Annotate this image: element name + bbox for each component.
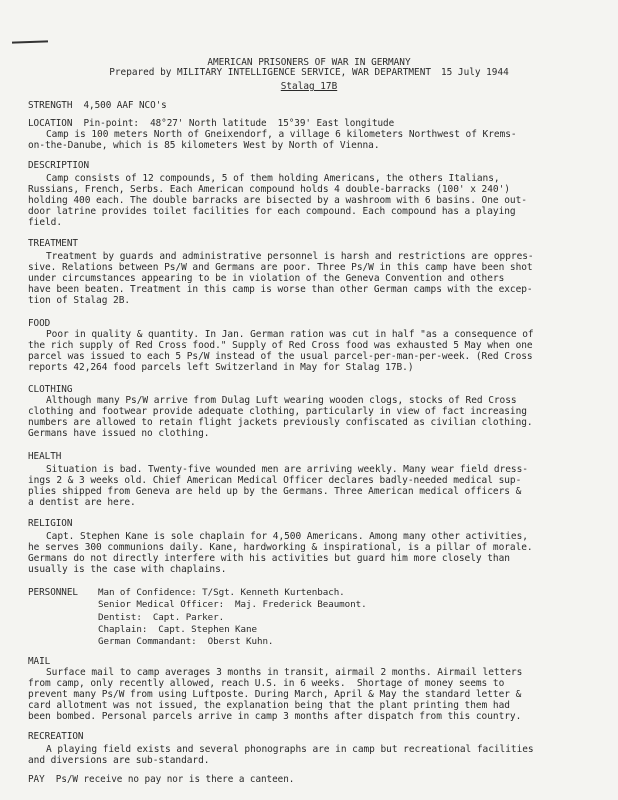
treatment-text: under circumstances appearing to be in violation of the Geneva Convention and others — [28, 273, 505, 284]
mail-text: prevent many Ps/W from using Luftposte. During March, April & May the standard letter & — [28, 689, 522, 700]
personnel-entry: German Commandant: Oberst Kuhn. — [98, 636, 274, 647]
personnel-heading: PERSONNEL — [28, 587, 78, 598]
camp-name: Stalag 17B — [280, 81, 338, 92]
pay-text: Ps/W receive no pay nor is there a canteen. — [55, 774, 295, 785]
mail-heading: MAIL — [28, 656, 51, 667]
food-text: reports 42,264 food parcels left Switzerland in May for Stalag 17B.) — [28, 362, 414, 373]
personnel-entry: Dentist: Capt. Parker. — [98, 612, 225, 623]
food-text: parcel was issued to each 5 Ps/W instead of the usual parcel-per-man-per-week. (Red Cross — [28, 351, 533, 362]
location-text: on-the-Danube, which is 85 kilometers West by North of Vienna. — [28, 140, 380, 151]
personnel-entry: Man of Confidence: T/Sgt. Kenneth Kurtenbach. — [98, 587, 345, 598]
food-text: Poor in quality & quantity. In Jan. German ration was cut in half "as a consequence of — [46, 329, 534, 340]
pencil-mark — [12, 40, 48, 43]
health-text: Situation is bad. Twenty-five wounded men are arriving weekly. Many wear field dress- — [46, 464, 528, 475]
religion-heading: RELIGION — [28, 518, 73, 529]
description-text: Camp consists of 12 compounds, 5 of them holding Americans, the others Italians, — [46, 173, 500, 184]
treatment-text: have been beaten. Treatment in this camp is worse than other German camps with the excep- — [28, 284, 533, 295]
treatment-text: sive. Relations between Ps/W and Germans are poor. Three Ps/W in this camp have been shot — [28, 262, 533, 273]
food-heading: FOOD — [28, 318, 51, 329]
description-text: door latrine provides toilet facilities for each compound. Each compound has a playing — [28, 206, 516, 217]
clothing-text: Germans have issued no clothing. — [28, 428, 210, 439]
description-heading: DESCRIPTION — [28, 160, 90, 171]
location-pinpoint: Pin-point: 48°27' North latitude 15°39' East longitude — [83, 118, 395, 129]
religion-text: Capt. Stephen Kane is sole chaplain for 4,500 Americans. Among many other activities, — [46, 531, 528, 542]
prepared-by-line — [0, 66, 618, 79]
strength-label: STRENGTH — [28, 100, 73, 111]
description-text: Russians, French, Serbs. Each American compound holds 4 double-barracks (100' x 240') — [28, 184, 510, 195]
religion-text: Germans do not directly interfere with his activities but guard him more closely than — [28, 553, 510, 564]
treatment-heading: TREATMENT — [28, 238, 78, 249]
prepared-by: Prepared by MILITARY INTELLIGENCE SERVICE, WAR DEPARTMENT — [109, 67, 431, 78]
personnel-entry: Senior Medical Officer: Maj. Frederick Beaumont. — [98, 599, 367, 610]
religion-text: usually is the case with chaplains. — [28, 564, 227, 575]
strength-line — [28, 99, 167, 112]
recreation-text: and diversions are sub-standard. — [28, 755, 210, 766]
treatment-text: Treatment by guards and administrative personnel is harsh and restrictions are oppres- — [46, 251, 534, 262]
mail-text: card allotment was not issued, the explanation being that the plant printing them had — [28, 700, 510, 711]
recreation-heading: RECREATION — [28, 731, 84, 742]
strength-value: 4,500 AAF NCO's — [83, 100, 167, 111]
food-text: the rich supply of Red Cross food." Supply of Red Cross food was exhausted 5 May when one — [28, 340, 533, 351]
location-label: LOCATION — [28, 118, 73, 129]
pay-line — [28, 773, 294, 786]
mail-text: been bombed. Personal parcels arrive in camp 3 months after dispatch from this country. — [28, 711, 522, 722]
health-text: ings 2 & 3 weeks old. Chief American Medical Officer declares badly-needed medical sup- — [28, 475, 522, 486]
health-heading: HEALTH — [28, 451, 62, 462]
document-title: AMERICAN PRISONERS OF WAR IN GERMANY — [207, 57, 411, 68]
mail-text: from camp, only recently allowed, reach U.S. in 6 weeks. Shortage of money seems to — [28, 678, 505, 689]
clothing-text: clothing and footwear provide adequate clothing, particularly in view of fact increasing — [28, 406, 527, 417]
religion-text: he serves 300 communions daily. Kane, hardworking & inspirational, is a pillar of morale. — [28, 542, 533, 553]
report-date: 15 July 1944 — [441, 67, 509, 78]
clothing-text: numbers are allowed to retain flight jackets previously confiscated as civilian clothing. — [28, 417, 533, 428]
pay-label: PAY — [28, 774, 45, 785]
health-text: plies shipped from Geneva are held up by the Germans. Three American medical officers & — [28, 486, 522, 497]
mail-text: Surface mail to camp averages 3 months in transit, airmail 2 months. Airmail letters — [46, 667, 523, 678]
location-text: Camp is 100 meters North of Gneixendorf, a village 6 kilometers Northwest of Krems- — [46, 129, 517, 140]
personnel-entry: Chaplain: Capt. Stephen Kane — [98, 624, 257, 635]
clothing-heading: CLOTHING — [28, 384, 73, 395]
description-text: field. — [28, 217, 63, 228]
recreation-text: A playing field exists and several phonographs are in camp but recreational facilities — [46, 744, 534, 755]
clothing-text: Although many Ps/W arrive from Dulag Luft wearing wooden clogs, stocks of Red Cross — [46, 395, 517, 406]
description-text: holding 400 each. The double barracks are bisected by a washroom with 6 basins. One out- — [28, 195, 527, 206]
treatment-text: tion of Stalag 2B. — [28, 295, 131, 306]
health-text: a dentist are here. — [28, 497, 136, 508]
